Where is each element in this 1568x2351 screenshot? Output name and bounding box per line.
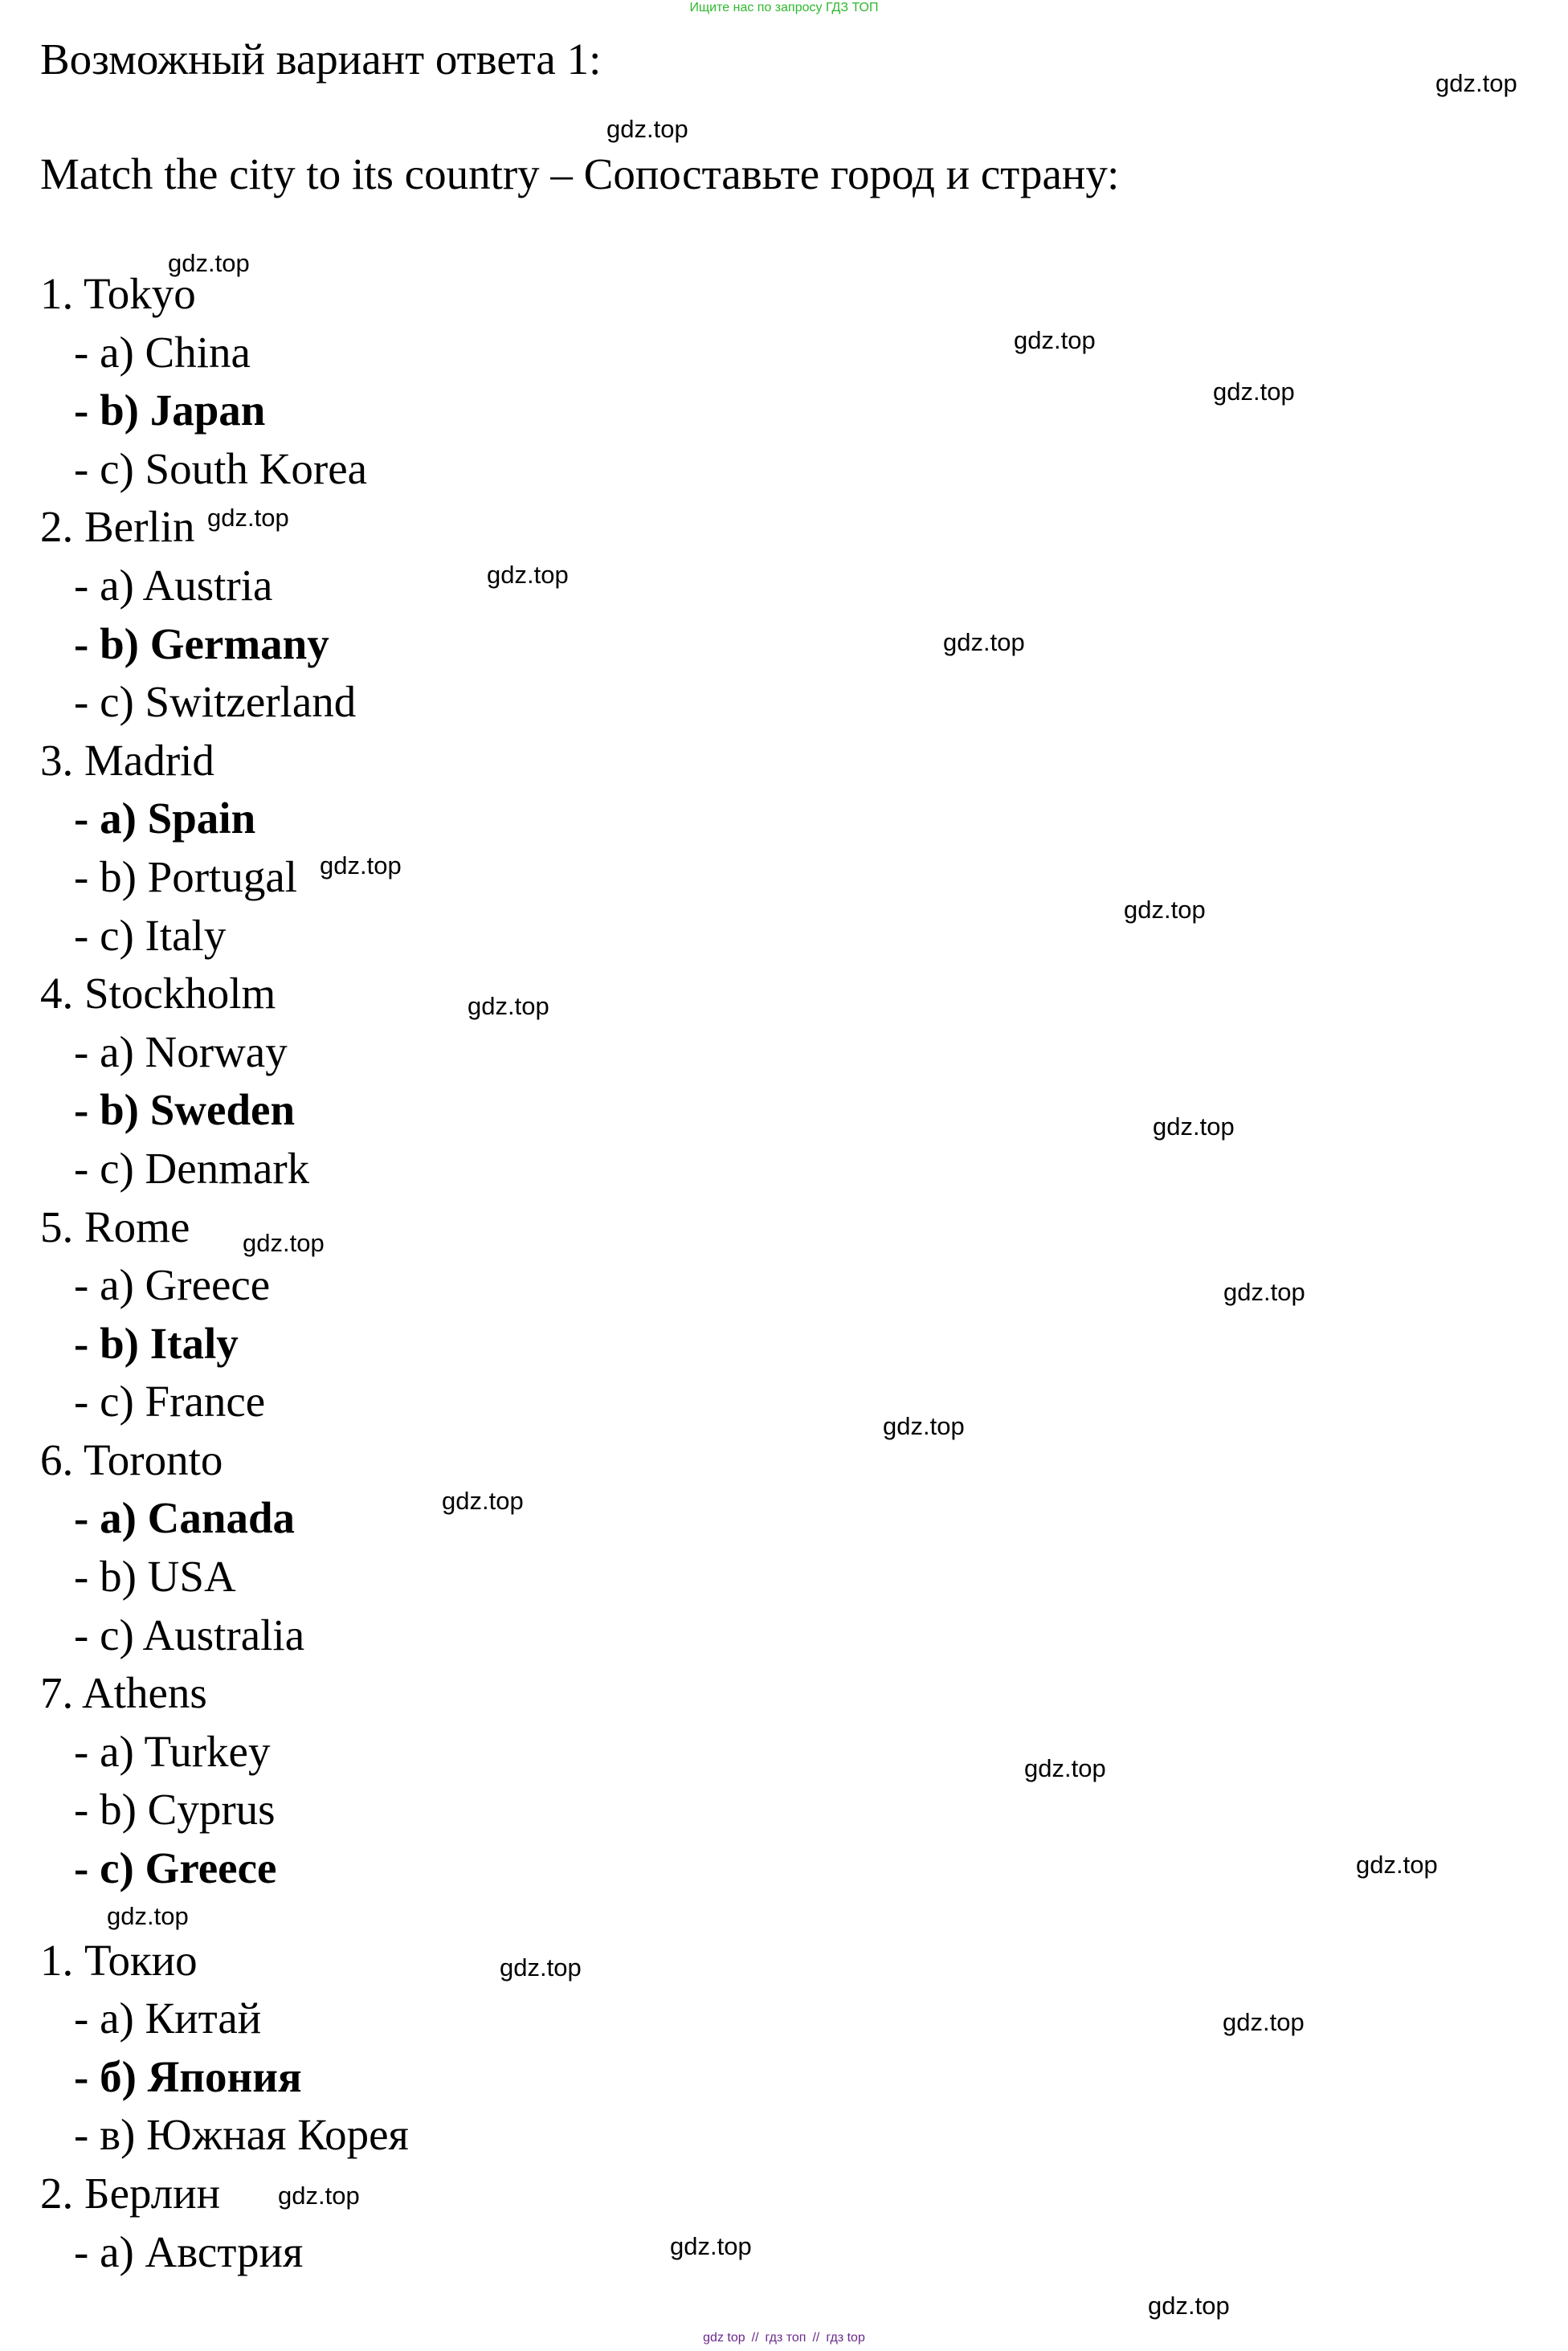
watermark: gdz.top	[442, 1487, 524, 1515]
watermark: gdz.top	[278, 2182, 360, 2210]
question-group	[40, 1932, 409, 2165]
correct-answer-option: - a) Spain	[74, 794, 256, 843]
watermark: gdz.top	[243, 1229, 325, 1257]
page-title: Возможный вариант ответа 1:	[40, 35, 602, 84]
question-city: 4. Stockholm	[40, 969, 276, 1018]
question-city: 5. Rome	[40, 1202, 190, 1251]
watermark: gdz.top	[468, 992, 549, 1020]
watermark: gdz.top	[1124, 896, 1206, 924]
separator: //	[812, 2331, 820, 2345]
site-link: гдз top	[826, 2331, 865, 2345]
question-city: 7. Athens	[40, 1668, 207, 1718]
answer-list	[40, 265, 409, 2281]
watermark: gdz.top	[500, 1953, 582, 1982]
question-city: 2. Берлин	[40, 2169, 221, 2218]
watermark: gdz.top	[670, 2232, 752, 2260]
question-city: 6. Toronto	[40, 1435, 223, 1484]
watermark: gdz.top	[1014, 326, 1096, 354]
watermark: gdz.top	[207, 504, 289, 532]
answer-option: - в) Южная Корея	[74, 2110, 409, 2160]
watermark: gdz.top	[1148, 2292, 1230, 2320]
answer-option: - c) Italy	[74, 910, 227, 960]
answer-option: - а) Австрия	[74, 2227, 304, 2276]
question-city: 2. Berlin	[40, 502, 195, 552]
watermark: gdz.top	[487, 561, 569, 589]
question-city: 3. Madrid	[40, 735, 214, 785]
watermark: gdz.top	[1153, 1112, 1235, 1141]
answer-option: - b) Cyprus	[74, 1785, 276, 1835]
answer-option: - a) Austria	[74, 560, 273, 610]
watermark: gdz.top	[606, 115, 688, 143]
bottom-site-links	[0, 2331, 1568, 2345]
separator: //	[751, 2331, 759, 2345]
correct-answer-option: - b) Italy	[74, 1318, 239, 1368]
site-link: gdz top	[703, 2331, 745, 2345]
watermark: gdz.top	[943, 628, 1025, 656]
watermark: gdz.top	[1024, 1754, 1106, 1782]
question-group	[40, 1198, 409, 1431]
top-search-hint: Ищите нас по запросу ГДЗ ТОП	[689, 1, 879, 14]
answer-option: - c) Switzerland	[74, 677, 357, 727]
question-group	[40, 965, 409, 1198]
answer-option: - a) Greece	[74, 1260, 271, 1310]
watermark: gdz.top	[883, 1412, 965, 1440]
answer-option: - c) South Korea	[74, 443, 368, 493]
site-link: гдз топ	[765, 2331, 806, 2345]
watermark: gdz.top	[1223, 1278, 1305, 1306]
correct-answer-option: - b) Japan	[74, 386, 266, 435]
answer-option: - a) Norway	[74, 1027, 288, 1076]
question-group	[40, 1664, 409, 1897]
answer-option: - a) China	[74, 327, 251, 377]
question-group	[40, 1431, 409, 1664]
watermark: gdz.top	[107, 1902, 189, 1930]
answer-option: - а) Китай	[74, 1994, 262, 2043]
correct-answer-option: - c) Greece	[74, 1843, 277, 1893]
question-group	[40, 498, 409, 731]
watermark: gdz.top	[320, 851, 402, 880]
correct-answer-option: - b) Sweden	[74, 1085, 296, 1135]
watermark: gdz.top	[168, 249, 250, 277]
question-group	[40, 732, 409, 965]
instruction: Match the city to its country – Сопоставьте город и страну:	[40, 149, 1120, 198]
answer-option: - c) Denmark	[74, 1143, 310, 1193]
watermark: gdz.top	[1356, 1851, 1438, 1879]
answer-option: - c) France	[74, 1377, 266, 1427]
question-group	[40, 265, 409, 498]
answer-option: - a) Turkey	[74, 1726, 271, 1776]
answer-option: - b) Portugal	[74, 851, 298, 901]
question-city: 1. Tokyo	[40, 269, 196, 318]
watermark: gdz.top	[1223, 2008, 1305, 2036]
correct-answer-option: - b) Germany	[74, 618, 329, 668]
watermark: gdz.top	[1435, 69, 1517, 97]
answer-option: - b) USA	[74, 1552, 236, 1602]
correct-answer-option: - б) Япония	[74, 2051, 302, 2101]
correct-answer-option: - a) Canada	[74, 1493, 296, 1543]
question-city: 1. Токио	[40, 1935, 198, 1985]
watermark: gdz.top	[1213, 378, 1295, 406]
answer-option: - c) Australia	[74, 1610, 305, 1659]
